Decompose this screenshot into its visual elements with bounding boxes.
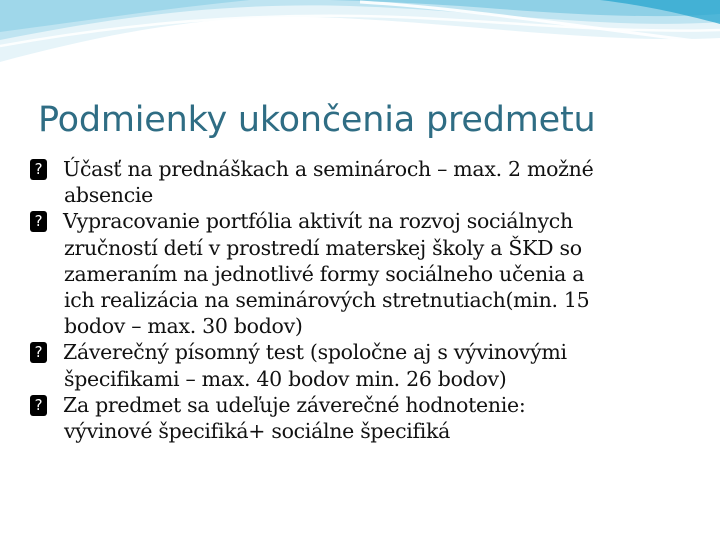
header-wave-decoration — [0, 0, 720, 80]
bullet-item — [30, 392, 690, 444]
missing-glyph-icon: ? — [30, 342, 47, 363]
bullet-text-line: Záverečný písomný test (spoločne aj s vývinovými — [63, 340, 567, 365]
missing-glyph-icon: ? — [30, 159, 47, 180]
bullet-text-line: špecifikami – max. 40 bodov min. 26 bodov) — [64, 366, 507, 391]
bullet-text-line: vývinové špecifiká+ sociálne špecifiká — [64, 419, 451, 444]
bullet-text-line: bodov – max. 30 bodov) — [64, 314, 303, 339]
bullet-text-line: Za predmet sa udeľuje záverečné hodnotenie: — [63, 392, 526, 417]
bullet-text-line: absencie — [64, 183, 153, 208]
bullet-item — [30, 208, 690, 339]
bullet-text-line: Účasť na prednáškach a seminároch – max. 2 možné — [63, 157, 594, 181]
missing-glyph-icon: ? — [30, 211, 47, 232]
missing-glyph-icon: ? — [30, 395, 47, 416]
bullet-text-line: Vypracovanie portfólia aktivít na rozvoj sociálnych — [63, 209, 573, 234]
bullet-item — [30, 156, 690, 208]
slide-title: Podmienky ukončenia predmetu — [38, 100, 596, 140]
bullet-list — [30, 156, 690, 444]
bullet-text-line: ich realizácia na seminárových stretnutiach(min. 15 — [64, 288, 590, 313]
bullet-text-line: zručností detí v prostredí materskej školy a ŠKD so — [64, 235, 582, 260]
bullet-text-line: zameraním na jednotlivé formy sociálneho učenia a — [64, 261, 585, 286]
bullet-item — [30, 339, 690, 391]
